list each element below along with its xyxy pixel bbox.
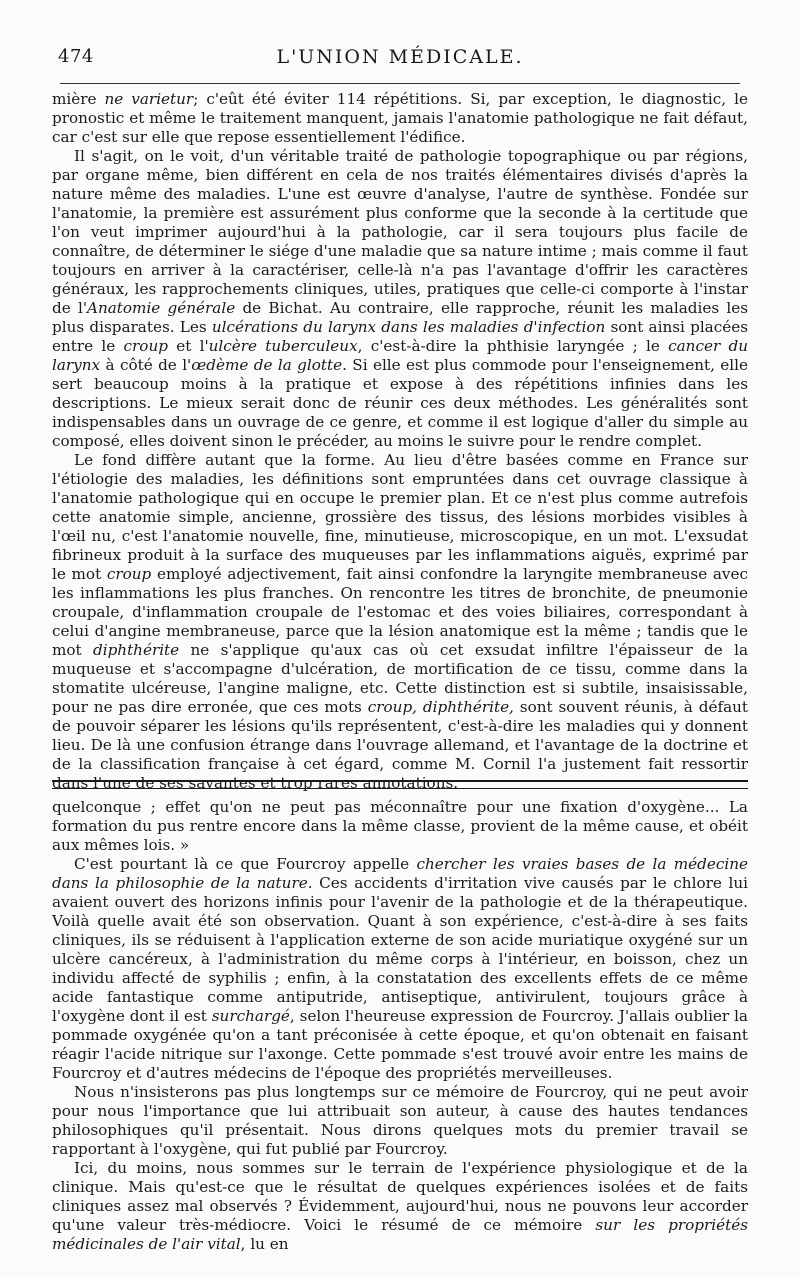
italic-run: croup bbox=[123, 337, 168, 355]
paragraph bbox=[52, 147, 748, 451]
text-run: sont souvent réunis, à défaut de pouvoir séparer les lésions qu'ils représentent, c'est-à-dire les maladies qui y donnent lieu. De là une confusion étrange dans l'ouvrage allemand, et l'avantage de la doctrine et de la classification française à cet égard, comme M. Cornil l'a justement fait ressortir dans l'une de ses savantes et trop rares annotations. bbox=[52, 698, 749, 792]
italic-run: surchargé bbox=[211, 1007, 290, 1025]
text-run: , selon l'heureuse expression de Fourcroy. J'allais oublier la pommade oxygénée qu'on a tant préconisée à cette époque, et qu'on obtenait en faisant réagir l'acide nitrique sur l'axonge. Cette pommade s'est trouvé avoir entre les mains de Fourcroy et d'autres médecins de l'époque des propriétés merveilleuses. bbox=[52, 1007, 748, 1082]
text-run: , c'est-à-dire la phthisie laryngée ; le bbox=[357, 337, 669, 355]
italic-run: ulcérations du larynx dans les maladies d'infection bbox=[211, 318, 606, 336]
text-run: mière bbox=[52, 90, 105, 108]
text-run: et l' bbox=[167, 337, 209, 355]
text-run: Il s'agit, on le voit, d'un véritable traité de pathologie topographique ou par régions, par organe même, bien différent en cela de nos traités élémentaires divisés d'après la nature même des maladies. L'une est œuvre d'analyse, l'autre de synthèse. Fondée sur l'anatomie, la première est assurément plus conforme que la seconde à la certitude que l'on veut imprimer aujourd'hui à la pathologie, car il sera toujours plus facile de connaître, de déterminer le siége d'une maladie que sa nature intime ; mais comme il faut toujours en arriver à la caractériser, celle-là n'a pas l'avantage d'offrir les caractères généraux, les rapprochements cliniques, utiles, pratiques que celle-ci comporte à l'instar de l' bbox=[52, 147, 748, 317]
italic-run: croup, diphthérite, bbox=[367, 698, 514, 716]
lower-article-body bbox=[52, 798, 748, 1254]
upper-article-body bbox=[52, 90, 748, 793]
text-run: ; c'eût été éviter 114 répétitions. Si, par exception, le diagnostic, le pronostic et même le traitement manquent, jamais l'anatomie pathologique ne fait défaut, car c'est sur elle que repose essentiellement l'édifice. bbox=[52, 90, 748, 146]
text-run: C'est pourtant là ce que Fourcroy appelle bbox=[74, 855, 417, 873]
italic-run: sur les propriétés médicinales de l'air vital bbox=[52, 1216, 748, 1253]
header-rule bbox=[60, 83, 740, 84]
text-run: Le fond diffère autant que la forme. Au lieu d'être basées comme en France sur l'étiologie des maladies, les définitions sont empruntées dans cet ouvrage classique à l'anatomie pathologique qui en occupe le premier plan. Et ce n'est plus comme autrefois cette anatomie simple, ancienne, grossière des tissus, des lésions morbides visibles à l'œil nu, c'est l'anatomie nouvelle, fine, minutieuse, microscopique, en un mot. L'exsudat fibrineux produit à la surface des muqueuses par les inflammations aiguës, exprimé par le mot bbox=[52, 451, 748, 583]
italic-run: diphthérite bbox=[92, 641, 180, 659]
section-separator bbox=[52, 780, 748, 789]
italic-run: Anatomie générale bbox=[87, 299, 236, 317]
text-run: . Ces accidents d'irritation vive causés par le chlore lui avaient ouvert des horizons infinis pour l'avenir de la pathologie et de la thérapeutique. Voilà quelle avait été son observation. Quant à son expérience, c'est-à-dire à ses faits cliniques, ils se réduisent à l'application externe de son acide muriatique oxygéné sur un ulcère cancéreux, à l'administration du même corps à l'intérieur, en boisson, chez un individu affecté de syphilis ; enfin, à la constatation des excellents effets de ce même acide fantastique comme antiputride, antiseptique, antivirulent, toujours grâce à l'oxygène dont il est bbox=[52, 874, 748, 1025]
paragraph bbox=[52, 798, 748, 855]
text-run: . Si elle est plus commode pour l'enseignement, elle sert beaucoup moins à la pratique et expose à des répétitions infinies dans les descriptions. Le mieux serait donc de réunir ces deux méthodes. Les généralités sont indispensables dans un ouvrage de ce genre, et comme il est logique d'aller du simple au composé, elles doivent sinon le précéder, au moins le suivre pour le rendre complet. bbox=[52, 356, 748, 450]
text-run: Nous n'insisterons pas plus longtemps sur ce mémoire de Fourcroy, qui ne peut avoir pour nous l'importance que lui attribuait son auteur, à cause des hautes tendances philosophiques qu'il présentait. Nous dirons quelques mots du premier travail se rapportant à l'oxygène, qui fut publié par Fourcroy. bbox=[52, 1083, 748, 1158]
text-run: à côté de l' bbox=[100, 356, 192, 374]
page-number: 474 bbox=[58, 46, 94, 67]
paragraph bbox=[52, 1083, 748, 1159]
paragraph bbox=[52, 90, 748, 147]
italic-run: cancer du larynx bbox=[52, 337, 749, 374]
text-run: , lu en bbox=[240, 1235, 289, 1253]
italic-run: œdème de la glotte bbox=[191, 356, 343, 374]
text-run: quelconque ; effet qu'on ne peut pas méconnaître pour une fixation d'oxygène... La formation du pus rentre encore dans la même classe, provient de la même cause, et obéit aux mêmes lois. » bbox=[52, 798, 748, 854]
text-run: sont ainsi placées entre le bbox=[52, 318, 749, 355]
text-run: Ici, du moins, nous sommes sur le terrain de l'expérience physiologique et de la clinique. Mais qu'est-ce que le résultat de quelques expériences isolées et de faits cliniques assez mal observés ? Évidemment, aujourd'hui, nous ne pouvons leur accorder qu'une valeur très-médiocre. Voici le résumé de ce mémoire bbox=[52, 1159, 748, 1234]
paragraph bbox=[52, 855, 748, 1083]
italic-run: croup bbox=[106, 565, 152, 583]
page-header bbox=[40, 38, 760, 72]
italic-run: chercher les vraies bases de la médecine dans la philosophie de la nature bbox=[52, 855, 748, 892]
text-run: de Bichat. Au contraire, elle rapproche, réunit les maladies les plus disparates. Les bbox=[52, 299, 749, 336]
italic-run: ulcère tuberculeux bbox=[208, 337, 358, 355]
text-run: employé adjectivement, fait ainsi confondre la laryngite membraneuse avec les inflammations les plus franches. On rencontre les titres de bronchite, de pneumonie croupale, d'inflammation croupale de l'estomac et des voies biliaires, correspondant à celui d'angine membraneuse, parce que la lésion anatomique est la même ; tandis que le mot bbox=[52, 565, 748, 659]
paragraph bbox=[52, 451, 748, 793]
italic-run: ne varietur bbox=[104, 90, 194, 108]
paragraph bbox=[52, 1159, 748, 1254]
text-run: ne s'applique qu'aux cas où cet exsudat infiltre l'épaisseur de la muqueuse et s'accompagne d'ulcération, de mortification de ce tissu, comme dans la stomatite ulcéreuse, l'angine maligne, etc. Cette distinction est si subtile, insaisissable, pour ne pas dire erronée, que ces mots bbox=[52, 641, 748, 716]
running-title: L'UNION MÉDICALE. bbox=[276, 46, 524, 68]
